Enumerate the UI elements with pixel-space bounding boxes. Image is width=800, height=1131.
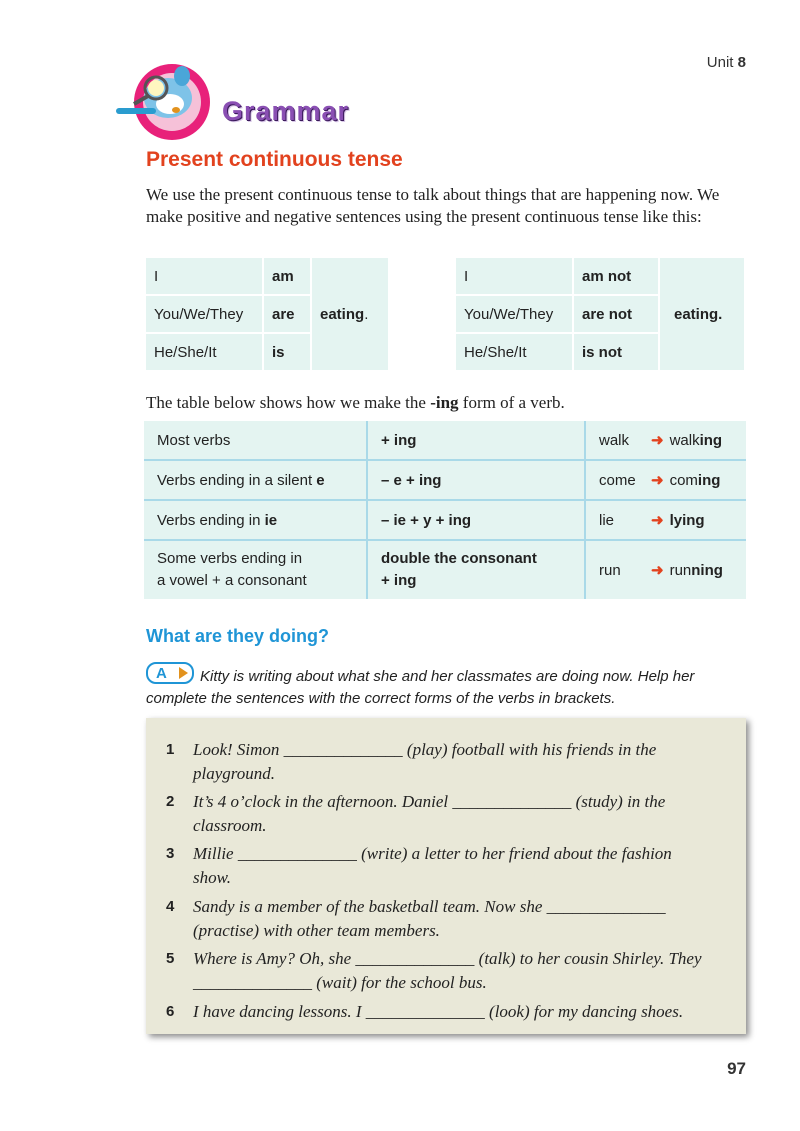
item-number: 2	[166, 793, 175, 810]
arrow-right-icon: ➜	[651, 472, 664, 489]
item-text: It’s 4 o’clock in the afternoon. Daniel ______________ (study) in the classroom.	[193, 792, 666, 835]
table-row	[144, 460, 746, 500]
base-verb: walk	[599, 432, 630, 449]
table-row	[144, 540, 746, 599]
ing-cell: eating.	[659, 257, 745, 371]
category-cell	[144, 421, 367, 460]
category-text: Verbs ending in	[157, 511, 265, 529]
lesson-title: Present continuous tense	[146, 148, 403, 171]
ing-intro	[146, 393, 565, 413]
ing-word: eating	[320, 305, 365, 323]
ing-table	[144, 421, 746, 599]
category-bold: ie	[264, 511, 278, 529]
rule-cell: + ing	[367, 421, 585, 460]
instruction-text: Kitty is writing about what she and her classmates are doing now. Help her complete the sentences with the correct forms of the verbs in brackets.	[146, 668, 695, 707]
item-text: Look! Simon ______________ (play) football with his friends in the playground.	[193, 740, 657, 783]
category-bold: e	[316, 471, 325, 489]
result-bold: ing	[699, 432, 723, 449]
negative-table	[454, 256, 746, 372]
ing-intro-bold: -ing	[430, 393, 459, 412]
section-title: Grammar	[222, 96, 350, 126]
exercise-instruction	[146, 662, 746, 709]
item-text: Sandy is a member of the basketball team. Now she ______________ (practise) with other team members.	[193, 897, 666, 940]
verb-cell: is not	[573, 333, 659, 371]
pronoun-cell: You/We/They	[455, 295, 573, 333]
rule-cell: – ie + y + ing	[367, 500, 585, 540]
table-row	[144, 421, 746, 460]
verb-cell: am	[263, 257, 311, 295]
list-item	[166, 790, 706, 838]
category-text-line2: a vowel + a consonant	[157, 572, 307, 589]
rule-cell: – e + ing	[367, 460, 585, 500]
ing-punct: .	[364, 305, 369, 323]
base-verb: come	[599, 472, 636, 489]
grammar-logo-icon	[112, 58, 222, 142]
pronoun-cell: I	[145, 257, 263, 295]
arrow-right-icon: ➜	[651, 432, 664, 449]
list-item	[166, 1000, 706, 1024]
example-cell	[585, 460, 746, 500]
list-item	[166, 738, 706, 786]
page-number: 97	[727, 1059, 746, 1078]
unit-word: Unit	[706, 54, 734, 71]
list-item	[166, 895, 706, 943]
category-text: Verbs ending in a silent	[157, 471, 317, 489]
arrow-right-icon: ➜	[651, 562, 664, 579]
unit-number: 8	[737, 54, 746, 71]
category-cell	[144, 500, 367, 540]
example-cell	[585, 540, 746, 599]
category-cell	[144, 460, 367, 500]
rule-text-line2: + ing	[381, 572, 417, 589]
category-text: Some verbs ending in	[157, 550, 303, 567]
pronoun-cell: You/We/They	[145, 295, 263, 333]
result-bold: ing	[697, 472, 721, 489]
base-verb: lie	[599, 512, 615, 529]
pronoun-cell: He/She/It	[145, 333, 263, 371]
example-cell	[585, 500, 746, 540]
unit-label	[707, 54, 746, 71]
table-row	[144, 500, 746, 540]
pronoun-cell: He/She/It	[455, 333, 573, 371]
rule-text: double the consonant	[381, 550, 537, 567]
ing-cell	[311, 257, 389, 371]
pronoun-cell: I	[455, 257, 573, 295]
positive-table	[144, 256, 390, 372]
result-plain: walk	[669, 432, 700, 449]
result-bold: lying	[669, 512, 705, 529]
item-number: 5	[166, 950, 175, 967]
badge-letter: A	[156, 665, 167, 682]
rule-cell	[367, 540, 585, 599]
result-plain: run	[669, 562, 692, 579]
list-item	[166, 842, 706, 890]
verb-cell: are not	[573, 295, 659, 333]
item-text: I have dancing lessons. I ______________ (look) for my dancing shoes.	[193, 1002, 684, 1021]
item-text: Where is Amy? Oh, she ______________ (talk) to her cousin Shirley. They ______________ (wait) for the school bus.	[193, 949, 702, 992]
verb-cell: is	[263, 333, 311, 371]
example-cell	[585, 421, 746, 460]
exercise-title: What are they doing?	[146, 626, 330, 646]
ing-intro-text-end: form of a verb.	[458, 393, 565, 412]
category-cell	[144, 540, 367, 599]
arrow-right-icon: ➜	[651, 512, 664, 529]
table-row	[145, 257, 389, 295]
ing-intro-text: The table below shows how we make the	[146, 393, 431, 412]
verb-cell: am not	[573, 257, 659, 295]
item-number: 1	[166, 741, 175, 758]
exercise-paper	[146, 718, 746, 1034]
result-bold: ning	[691, 562, 723, 579]
verb-cell: are	[263, 295, 311, 333]
lesson-intro: We use the present continuous tense to talk about things that are happening now. We make positive and negative sentences using the present continuous tense like this:	[146, 185, 720, 226]
base-verb: run	[599, 562, 621, 579]
item-number: 6	[166, 1003, 175, 1020]
list-item	[166, 947, 706, 995]
item-text: Millie ______________ (write) a letter to her friend about the fashion show.	[193, 844, 672, 887]
table-row	[455, 257, 745, 295]
item-number: 4	[166, 898, 175, 915]
result-plain: com	[669, 472, 698, 489]
item-number: 3	[166, 845, 175, 862]
exercise-a-badge-icon	[146, 662, 194, 684]
category-text: Most verbs	[157, 431, 231, 449]
